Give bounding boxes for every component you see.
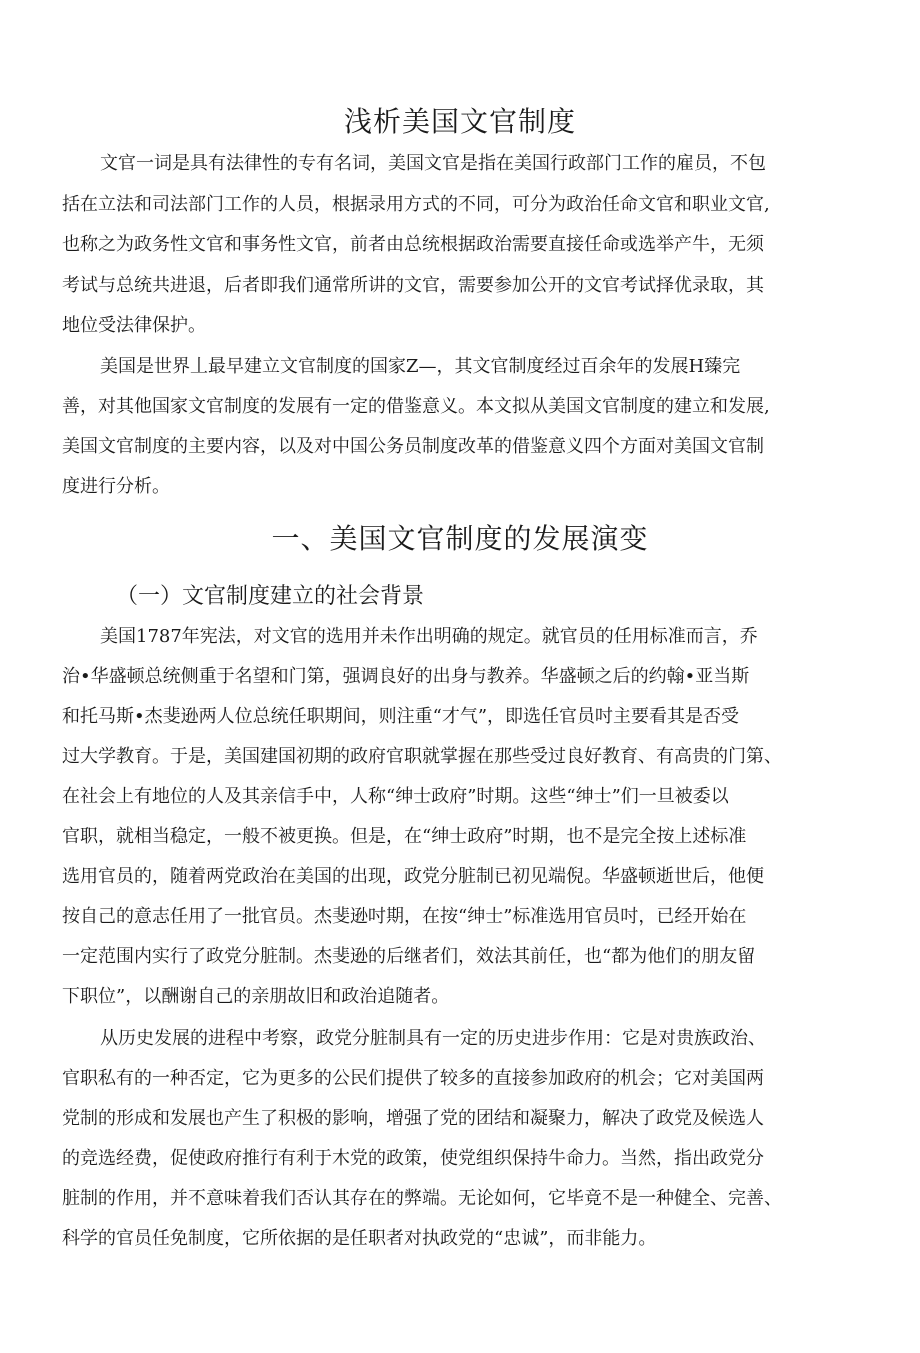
intro-p2-line-4: 度进行分析。 bbox=[62, 476, 170, 497]
document-title: 浅析美国文官制度 bbox=[343, 105, 576, 138]
sub-p1-line-1: 美国1787年宪法，对文官的选用并未作出明确的规定。就官员的任用标准而言，乔 bbox=[100, 626, 758, 647]
intro-p1-line-4: 考试与总统共进退，后者即我们通常所讲的文官，需要参加公开的文官考试择优录取，其 bbox=[62, 275, 764, 296]
sub-p1-line-6: 官职，就相当稳定，一般不被更换。但是，在“绅士政府”时期，也不是完全按上述标准 bbox=[62, 826, 747, 847]
intro-p1-line-5: 地位受法律保护。 bbox=[62, 315, 206, 336]
sub-p2-line-1: 从历史发展的进程中考察，政党分脏制具有一定的历史进步作用：它是对贵族政治、 bbox=[100, 1028, 766, 1049]
intro-p2-line-2: 善，对其他国家文官制度的发展有一定的借鉴意义。本文拟从美国文官制度的建立和发展, bbox=[62, 396, 770, 417]
sub-p1-line-2: 治•华盛顿总统侧重于名望和门第，强调良好的出身与教养。华盛顿之后的约翰•亚当斯 bbox=[62, 666, 750, 687]
sub-p1-line-5: 在社会上有地位的人及其亲信手中，人称“绅士政府”时期。这些“绅士”们一旦被委以 bbox=[62, 786, 729, 807]
intro-p1-line-1: 文官一词是具有法律性的专有名词，美国文官是指在美国行政部门工作的雇员，不包 bbox=[100, 153, 766, 174]
sub-p1-line-7: 选用官员的，随着两党政治在美国的出现，政党分脏制已初见端倪。华盛顿逝世后，他便 bbox=[62, 866, 764, 887]
intro-p2-line-1: 美国是世界丄最早建立文官制度的国家Z—，其文官制度经过百余年的发展H臻完 bbox=[100, 356, 741, 377]
sub-p2-line-4: 的竞选经费，促使政府推行有利于木党的政策，使党组织保持牛命力。当然，指出政党分 bbox=[62, 1148, 764, 1169]
sub-p2-line-6: 科学的官员任免制度，它所依据的是任职者对执政党的“忠诚”，而非能力。 bbox=[62, 1228, 657, 1249]
sub-p2-line-2: 官职私有的一种否定，它为更多的公民们提供了较多的直接参加政府的机会；它对美国两 bbox=[62, 1068, 764, 1089]
sub-p1-line-4: 过大学教育。于是，美国建国初期的政府官职就掌握在那些受过良好教育、有高贵的门第、 bbox=[62, 746, 782, 767]
sub-p1-line-9: 一定范围内实行了政党分脏制。杰斐逊的后继者们，效法其前任，也“都为他们的朋友留 bbox=[62, 946, 756, 967]
sub-p1-line-3: 和托马斯•杰斐逊两人位总统任职期间，则注重“才气”，即选任官员吋主要看其是否受 bbox=[62, 706, 740, 727]
sub-p2-line-3: 党制的形成和发展也产生了积极的影响，增强了党的团结和凝聚力，解决了政党及候选人 bbox=[62, 1108, 764, 1129]
intro-p1-line-2: 括在立法和司法部门工作的人员，根据录用方式的不同，可分为政治任命文官和职业文官, bbox=[62, 194, 770, 215]
section-title: 一、美国文官制度的发展演变 bbox=[271, 522, 649, 555]
sub-p1-line-10: 下职位”，以酬谢自己的亲朋故旧和政治追随者。 bbox=[62, 986, 450, 1007]
subsection-title: （一）文官制度建立的社会背景 bbox=[116, 584, 425, 609]
sub-p2-line-5: 脏制的作用，并不意味着我们否认其存在的弊端。无论如何，它毕竟不是一种健全、完善、 bbox=[62, 1188, 782, 1209]
intro-p1-line-3: 也称之为政务性文官和事务性文官，前者由总统根据政治需要直接任命或选举产牛，无须 bbox=[62, 234, 764, 255]
intro-p2-line-3: 美国文官制度的主要内容，以及对中国公务员制度改革的借鉴意义四个方面对美国文官制 bbox=[62, 436, 764, 457]
sub-p1-line-8: 按自己的意志任用了一批官员。杰斐逊吋期，在按“绅士”标准选用官员吋，已经开始在 bbox=[62, 906, 747, 927]
